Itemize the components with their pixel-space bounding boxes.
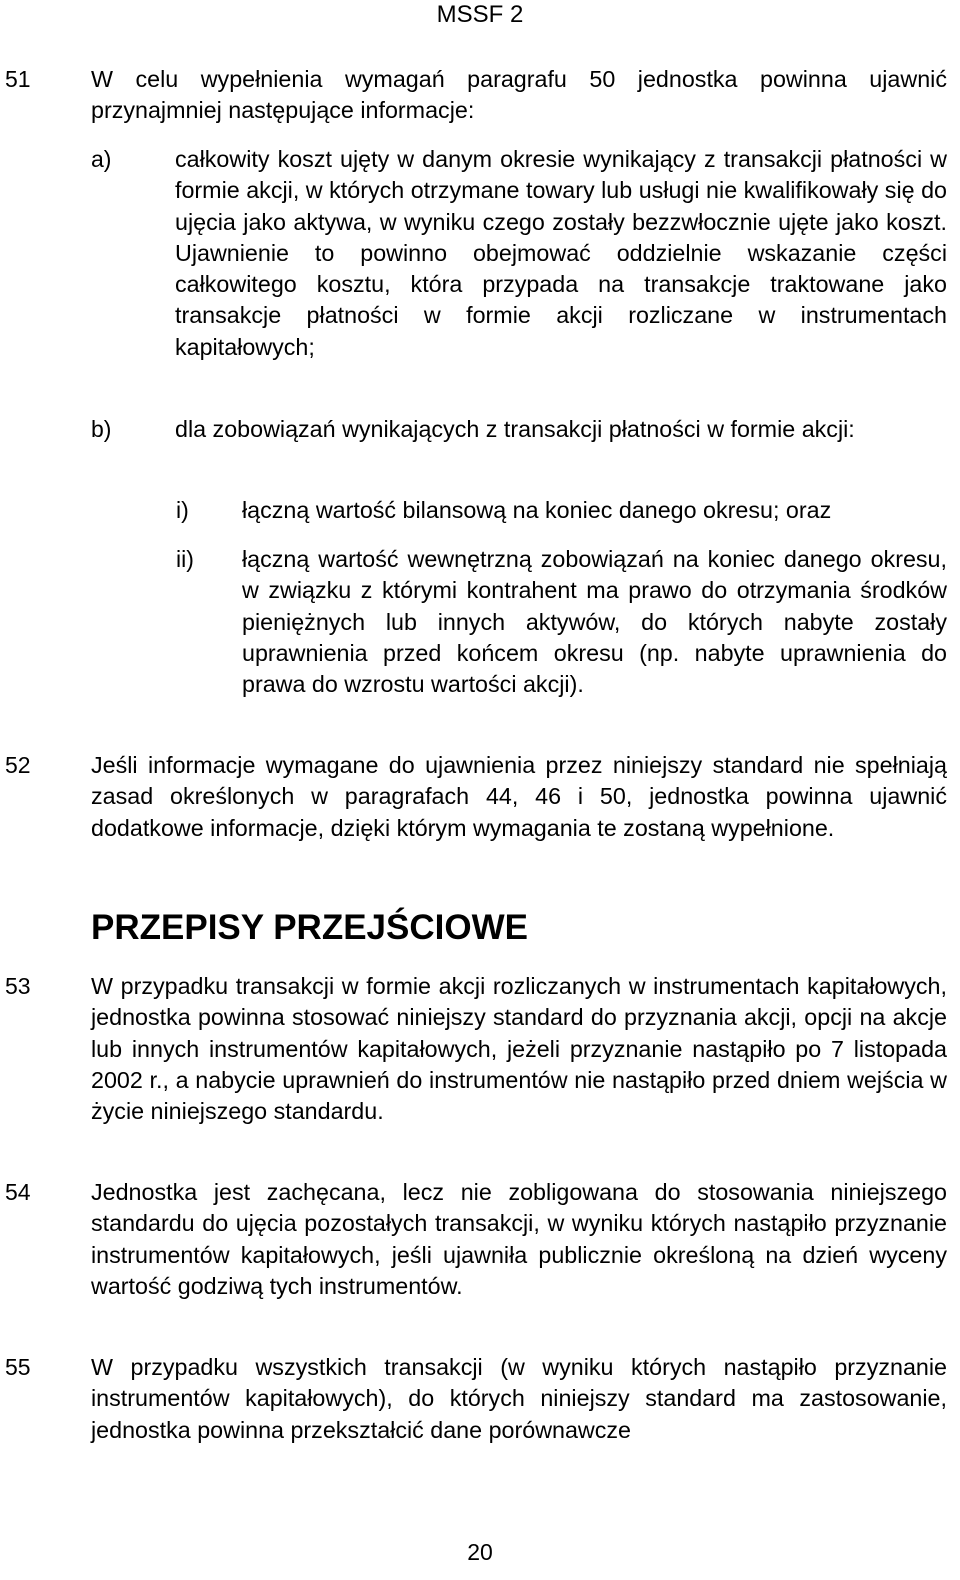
list-label: ii): [176, 546, 194, 572]
paragraph-text: W przypadku transakcji w formie akcji rozliczanych w instrumentach kapitałowych, jednostka powinna stosować niniejszy standard do przyznania akcji, opcji na akcje lub innych instrumentów kapitałowych, jeżeli przyznanie nastąpiło po 7 listopada 2002 r., a nabycie uprawnień do instrumentów nie nastąpiło przed dniem wejścia w życie niniejszego standardu.: [91, 973, 947, 1125]
page-number: 20: [467, 1539, 493, 1565]
list-item-text: dla zobowiązań wynikających z transakcji płatności w formie akcji:: [175, 416, 855, 442]
list-label: i): [176, 497, 189, 523]
document-header: MSSF 2: [436, 1, 524, 28]
list-item-text: łączną wartość bilansową na koniec danego okresu; oraz: [242, 497, 832, 523]
section-heading: PRZEPISY PRZEJŚCIOWE: [91, 908, 528, 947]
list-item-text: łączną wartość wewnętrzną zobowiązań na koniec danego okresu, w związku z którymi kontrahent ma prawo do otrzymania środków pieniężnych lub innych aktywów, do których nabyte zostały uprawnienia przed końcem okresu (np. nabyte uprawnienia do prawa do wzrostu wartości akcji).: [242, 546, 947, 698]
paragraph-number: 51: [5, 66, 31, 92]
paragraph-text: Jednostka jest zachęcana, lecz nie zobligowana do stosowania niniejszego standardu do ujęcia pozostałych transakcji, w wyniku których nastąpiło przyznanie instrumentów kapitałowych, jeśli ujawniła publicznie określoną na dzień wyceny wartość godziwą tych instrumentów.: [91, 1179, 947, 1299]
paragraph-text: W celu wypełnienia wymagań paragrafu 50 jednostka powinna ujawnić przynajmniej następujące informacje:: [91, 66, 947, 124]
paragraph-text: W przypadku wszystkich transakcji (w wyniku których nastąpiło przyznanie instrumentów kapitałowych), do których niniejszy standard ma zastosowanie, jednostka powinna przekształcić dane porównawcze: [91, 1354, 947, 1443]
list-label: a): [91, 146, 112, 172]
paragraph-text: Jeśli informacje wymagane do ujawnienia przez niniejszy standard nie spełniają zasad określonych w paragrafach 44, 46 i 50, jednostka powinna ujawnić dodatkowe informacje, dzięki którym wymagania te zostaną wypełnione.: [91, 752, 947, 841]
paragraph-number: 53: [5, 973, 31, 999]
paragraph-number: 54: [5, 1179, 31, 1205]
list-item-text: całkowity koszt ujęty w danym okresie wynikający z transakcji płatności w formie akcji, w których otrzymane towary lub usługi nie kwalifikowały się do ujęcia jako aktywa, w wyniku czego zostały bezzwłocznie ujęte jako koszt. Ujawnienie to powinno obejmować oddzielnie wskazanie części całkowitego kosztu, która przypada na transakcje traktowane jako transakcje płatności w formie akcji rozliczane w instrumentach kapitałowych;: [175, 146, 947, 360]
list-label: b): [91, 416, 112, 442]
paragraph-number: 55: [5, 1354, 31, 1380]
paragraph-number: 52: [5, 752, 31, 778]
